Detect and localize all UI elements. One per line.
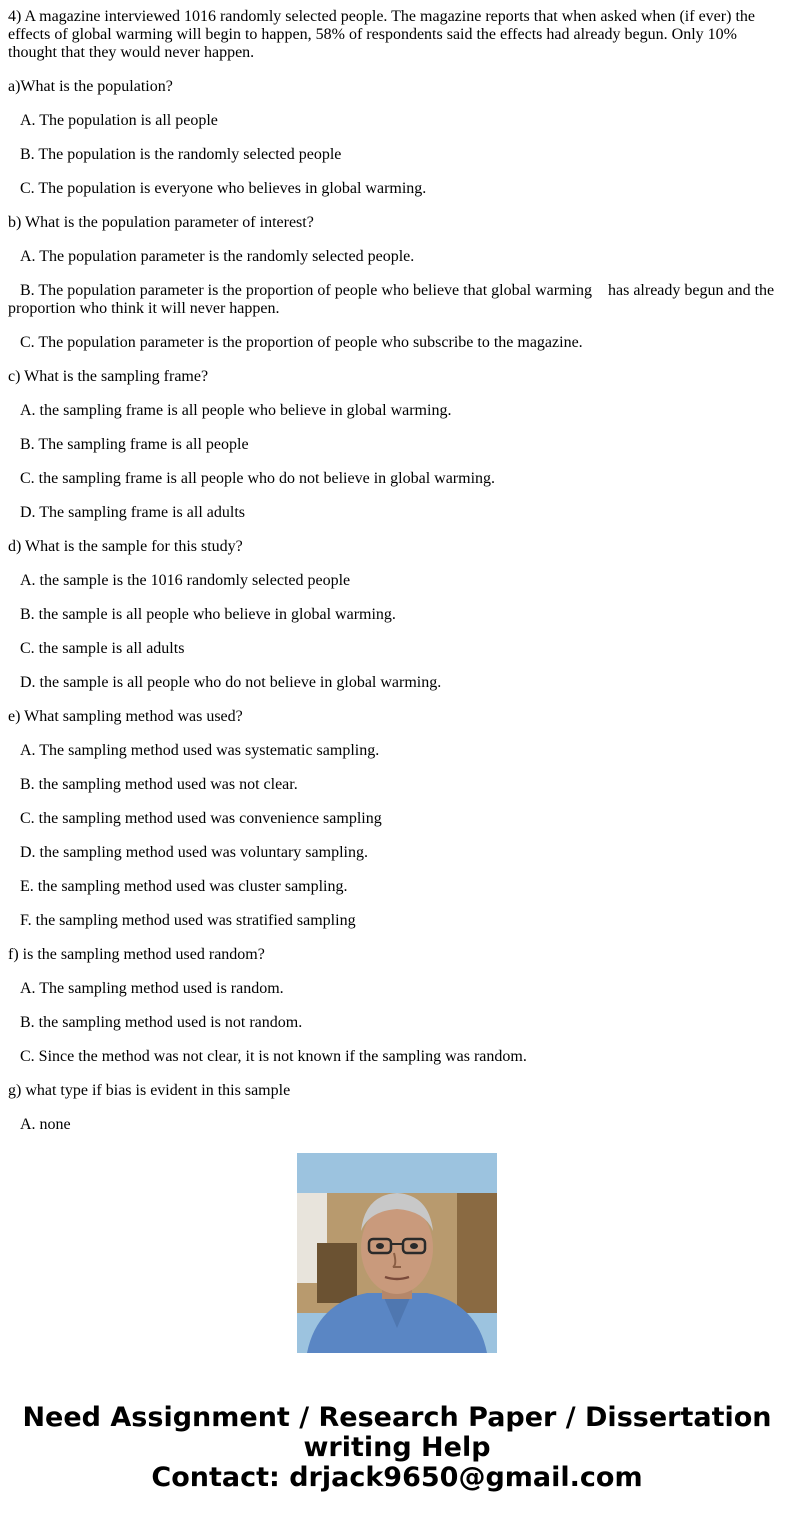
answer-option: C. The population is everyone who believes in global warming. xyxy=(8,180,427,197)
answer-option: B. the sampling method used was not clear. xyxy=(8,776,298,793)
answer-option: B. The population is the randomly selected people xyxy=(8,146,342,163)
avatar-portrait-image xyxy=(297,1153,497,1353)
answer-option: A. the sampling frame is all people who believe in global warming. xyxy=(8,402,452,419)
answer-option: A. The sampling method used was systematic sampling. xyxy=(8,742,380,759)
footer-contact xyxy=(0,1403,794,1493)
answer-option: A. none xyxy=(8,1116,71,1133)
question-prompt: g) what type if bias is evident in this sample xyxy=(8,1082,291,1099)
avatar xyxy=(297,1153,497,1353)
answer-option: A. the sample is the 1016 randomly selected people xyxy=(8,572,351,589)
question-prompt: d) What is the sample for this study? xyxy=(8,538,243,555)
answer-option: A. The population parameter is the randomly selected people. xyxy=(8,248,415,265)
question-prompt: a)What is the population? xyxy=(8,78,173,95)
answer-option: D. the sample is all people who do not believe in global warming. xyxy=(8,674,442,691)
answer-option: E. the sampling method used was cluster sampling. xyxy=(8,878,348,895)
answer-option: D. the sampling method used was voluntary sampling. xyxy=(8,844,368,861)
answer-option: A. The population is all people xyxy=(8,112,218,129)
footer-email: Contact: drjack9650@gmail.com xyxy=(151,1462,643,1493)
question-prompt: f) is the sampling method used random? xyxy=(8,946,265,963)
answer-option: C. The population parameter is the proportion of people who subscribe to the magazine. xyxy=(8,334,583,351)
question-prompt: c) What is the sampling frame? xyxy=(8,368,209,385)
question-intro: 4) A magazine interviewed 1016 randomly selected people. The magazine reports that when asked when (if ever) the effects of global warming will begin to happen, 58% of respondents said the effects had already begun. Only 10% thought that they would never happen. xyxy=(8,8,759,61)
answer-option: F. the sampling method used was stratified sampling xyxy=(8,912,356,929)
answer-option: B. The sampling frame is all people xyxy=(8,436,249,453)
answer-option: B. the sampling method used is not random. xyxy=(8,1014,303,1031)
footer-help-text: Need Assignment / Research Paper / Dissertation writing Help xyxy=(22,1402,772,1463)
question-prompt: b) What is the population parameter of interest? xyxy=(8,214,314,231)
answer-option: A. The sampling method used is random. xyxy=(8,980,284,997)
answer-option: B. The population parameter is the proportion of people who believe that global warming has already begun and the proportion who think it will never happen. xyxy=(8,282,779,317)
answer-option: B. the sample is all people who believe in global warming. xyxy=(8,606,396,623)
answer-option: C. the sampling frame is all people who do not believe in global warming. xyxy=(8,470,496,487)
answer-option: C. Since the method was not clear, it is not known if the sampling was random. xyxy=(8,1048,527,1065)
answer-option: C. the sampling method used was convenience sampling xyxy=(8,810,382,827)
answer-option: D. The sampling frame is all adults xyxy=(8,504,245,521)
answer-option: C. the sample is all adults xyxy=(8,640,185,657)
question-prompt: e) What sampling method was used? xyxy=(8,708,243,725)
question-list xyxy=(0,78,794,1134)
